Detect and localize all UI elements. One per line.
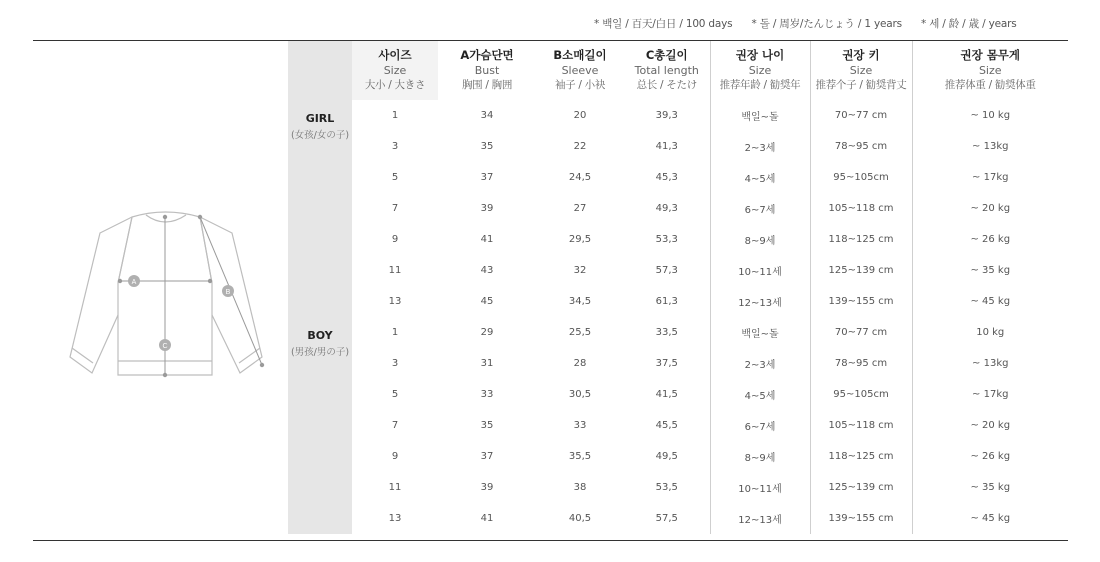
cell-recommended-age: 6~7세 — [710, 193, 810, 224]
cell-sleeve: 35,5 — [568, 451, 592, 462]
cell-total-length: 45,5 — [655, 420, 678, 431]
cell-recommended-height: 95~105cm — [810, 379, 912, 410]
cell-sleeve: 25,5 — [568, 327, 592, 338]
note-100-days: * 백일 / 百天/白日 / 100 days — [594, 18, 733, 30]
table-row — [288, 100, 1068, 131]
cell-recommended-weight: ~ 13kg — [912, 348, 1068, 379]
cell-total-length: 49,5 — [655, 451, 678, 462]
cell-size: 13 — [388, 296, 402, 307]
header-bust-cjk: 胸围 / 胸囲 — [461, 79, 513, 91]
bottom-rule — [33, 540, 1068, 541]
cell-recommended-height: 125~139 cm — [810, 255, 912, 286]
size-table — [288, 41, 1068, 534]
cell-recommended-height: 78~95 cm — [810, 348, 912, 379]
header-total-length — [624, 41, 710, 100]
cell-sleeve: 30,5 — [568, 389, 592, 400]
size-table-body — [288, 100, 1068, 534]
cell-size: 3 — [391, 141, 399, 152]
cell-bust: 33 — [480, 389, 494, 400]
cell-size: 9 — [391, 234, 399, 245]
cell-recommended-height: 95~105cm — [810, 162, 912, 193]
header-size-ko: 사이즈 — [378, 48, 412, 62]
header-size-en: Size — [383, 64, 407, 77]
cell-recommended-height: 118~125 cm — [810, 441, 912, 472]
marker-b-label: B — [225, 289, 231, 296]
cell-sleeve: 27 — [573, 203, 587, 214]
header-recommended-height — [810, 41, 912, 100]
table-row — [288, 286, 1068, 317]
cell-bust: 41 — [480, 234, 494, 245]
cell-size: 7 — [391, 203, 399, 214]
legend-notes — [594, 16, 1094, 31]
cell-recommended-weight: ~ 10 kg — [912, 100, 1068, 131]
cell-sleeve: 34,5 — [568, 296, 592, 307]
table-row — [288, 131, 1068, 162]
cell-bust: 39 — [480, 203, 494, 214]
cell-recommended-age: 백일~돌 — [710, 317, 810, 348]
cell-sleeve: 22 — [573, 141, 587, 152]
cell-recommended-height: 105~118 cm — [810, 193, 912, 224]
cell-recommended-age: 10~11세 — [710, 472, 810, 503]
cell-bust: 43 — [480, 265, 494, 276]
cell-total-length: 39,3 — [655, 110, 678, 121]
table-row — [288, 193, 1068, 224]
cell-recommended-weight: ~ 45 kg — [912, 503, 1068, 534]
cell-size: 5 — [391, 172, 399, 183]
header-recommended-height-cjk: 推荐个子 / 勧奨背丈 — [815, 79, 907, 91]
cell-size: 3 — [391, 358, 399, 369]
cell-total-length: 53,3 — [655, 234, 678, 245]
cell-sleeve: 38 — [573, 482, 587, 493]
marker-c — [159, 339, 171, 351]
cell-total-length: 33,5 — [655, 327, 678, 338]
cell-recommended-age: 4~5세 — [710, 379, 810, 410]
group-label-boy — [288, 317, 352, 534]
header-bust — [438, 41, 536, 100]
table-row — [288, 379, 1068, 410]
table-row — [288, 410, 1068, 441]
cell-total-length: 41,3 — [655, 141, 678, 152]
header-recommended-age-en: Size — [748, 64, 772, 77]
cell-sleeve: 29,5 — [568, 234, 592, 245]
cell-recommended-age: 2~3세 — [710, 131, 810, 162]
header-bust-ko: A가슴단면 — [460, 48, 514, 62]
cell-recommended-weight: 10 kg — [912, 317, 1068, 348]
marker-a — [128, 275, 140, 287]
cell-size: 13 — [388, 513, 402, 524]
cell-bust: 41 — [480, 513, 494, 524]
cell-recommended-weight: ~ 26 kg — [912, 441, 1068, 472]
header-recommended-height-ko: 권장 키 — [842, 48, 880, 62]
header-total-length-en: Total length — [634, 64, 699, 77]
cell-recommended-age: 2~3세 — [710, 348, 810, 379]
group-subtitle: (女孩/女の子) — [290, 130, 350, 141]
marker-a-label: A — [131, 279, 137, 286]
cell-recommended-age: 10~11세 — [710, 255, 810, 286]
cell-total-length: 61,3 — [655, 296, 678, 307]
size-table-wrapper — [288, 41, 1068, 534]
table-row — [288, 224, 1068, 255]
cell-sleeve: 32 — [573, 265, 587, 276]
cell-bust: 35 — [480, 420, 494, 431]
size-table-header — [288, 41, 1068, 100]
cell-sleeve: 33 — [573, 420, 587, 431]
cell-recommended-height: 139~155 cm — [810, 286, 912, 317]
cell-total-length: 49,3 — [655, 203, 678, 214]
cell-recommended-weight: ~ 35 kg — [912, 255, 1068, 286]
cell-bust: 37 — [480, 451, 494, 462]
cell-recommended-weight: ~ 20 kg — [912, 193, 1068, 224]
cell-size: 11 — [388, 482, 402, 493]
header-sleeve — [536, 41, 624, 100]
header-corner — [288, 41, 352, 100]
cell-bust: 45 — [480, 296, 494, 307]
header-bust-en: Bust — [474, 64, 500, 77]
header-sleeve-cjk: 袖子 / 小袂 — [554, 79, 606, 91]
header-sleeve-ko: B소매길이 — [553, 48, 607, 62]
cell-bust: 35 — [480, 141, 494, 152]
cell-sleeve: 20 — [573, 110, 587, 121]
header-recommended-age-ko: 권장 나이 — [735, 48, 785, 62]
cell-total-length: 57,5 — [655, 513, 678, 524]
group-name: BOY — [307, 329, 333, 342]
cell-recommended-height: 70~77 cm — [810, 100, 912, 131]
table-row — [288, 317, 1068, 348]
cell-recommended-age: 8~9세 — [710, 224, 810, 255]
header-total-length-cjk: 总长 / そたけ — [636, 79, 697, 91]
table-row — [288, 162, 1068, 193]
cell-recommended-age: 12~13세 — [710, 286, 810, 317]
note-1-year: * 돌 / 周岁/たんじょう / 1 years — [751, 18, 902, 30]
cell-bust: 34 — [480, 110, 494, 121]
header-size — [352, 41, 438, 100]
cell-recommended-weight: ~ 26 kg — [912, 224, 1068, 255]
cell-recommended-height: 139~155 cm — [810, 503, 912, 534]
cell-size: 1 — [391, 327, 399, 338]
cell-size: 1 — [391, 110, 399, 121]
measure-endpoints — [118, 215, 264, 377]
cell-sleeve: 40,5 — [568, 513, 592, 524]
cell-sleeve: 24,5 — [568, 172, 592, 183]
table-row — [288, 441, 1068, 472]
header-sleeve-en: Sleeve — [561, 64, 599, 77]
group-subtitle: (男孩/男の子) — [290, 347, 350, 358]
cell-total-length: 37,5 — [655, 358, 678, 369]
cell-recommended-weight: ~ 17kg — [912, 162, 1068, 193]
header-recommended-weight-en: Size — [978, 64, 1002, 77]
header-recommended-height-en: Size — [849, 64, 873, 77]
cell-recommended-height: 78~95 cm — [810, 131, 912, 162]
table-row — [288, 255, 1068, 286]
cell-recommended-age: 백일~돌 — [710, 100, 810, 131]
cell-bust: 29 — [480, 327, 494, 338]
header-recommended-weight-cjk: 推荐体重 / 勧奨体重 — [944, 79, 1036, 91]
note-years: * 세 / 龄 / 歳 / years — [921, 18, 1017, 30]
header-recommended-age-cjk: 推荐年龄 / 勧奨年 — [719, 79, 801, 91]
cell-sleeve: 28 — [573, 358, 587, 369]
cell-recommended-weight: ~ 17kg — [912, 379, 1068, 410]
group-label-girl — [288, 100, 352, 317]
garment-measurement-diagram — [60, 205, 280, 380]
cell-size: 9 — [391, 451, 399, 462]
cell-recommended-weight: ~ 13kg — [912, 131, 1068, 162]
cell-recommended-height: 125~139 cm — [810, 472, 912, 503]
header-total-length-ko: C총길이 — [645, 48, 688, 62]
cell-bust: 39 — [480, 482, 494, 493]
cell-bust: 37 — [480, 172, 494, 183]
cell-recommended-age: 6~7세 — [710, 410, 810, 441]
cell-recommended-age: 4~5세 — [710, 162, 810, 193]
measure-lines — [120, 217, 262, 375]
cell-recommended-age: 12~13세 — [710, 503, 810, 534]
cell-total-length: 53,5 — [655, 482, 678, 493]
cell-size: 7 — [391, 420, 399, 431]
header-recommended-weight — [912, 41, 1068, 100]
header-recommended-age — [710, 41, 810, 100]
header-size-cjk: 大小 / 大きさ — [364, 79, 426, 91]
marker-c-label: C — [162, 343, 168, 350]
cell-recommended-age: 8~9세 — [710, 441, 810, 472]
cell-total-length: 45,3 — [655, 172, 678, 183]
table-row — [288, 503, 1068, 534]
cell-recommended-height: 70~77 cm — [810, 317, 912, 348]
cell-recommended-height: 105~118 cm — [810, 410, 912, 441]
header-recommended-weight-ko: 권장 몸무게 — [960, 48, 1021, 62]
cell-total-length: 57,3 — [655, 265, 678, 276]
cell-recommended-height: 118~125 cm — [810, 224, 912, 255]
group-name: GIRL — [305, 112, 335, 125]
cell-bust: 31 — [480, 358, 494, 369]
cell-size: 11 — [388, 265, 402, 276]
table-row — [288, 348, 1068, 379]
cell-size: 5 — [391, 389, 399, 400]
cell-recommended-weight: ~ 35 kg — [912, 472, 1068, 503]
cell-total-length: 41,5 — [655, 389, 678, 400]
marker-b — [222, 285, 234, 297]
table-row — [288, 472, 1068, 503]
cell-recommended-weight: ~ 20 kg — [912, 410, 1068, 441]
cell-recommended-weight: ~ 45 kg — [912, 286, 1068, 317]
